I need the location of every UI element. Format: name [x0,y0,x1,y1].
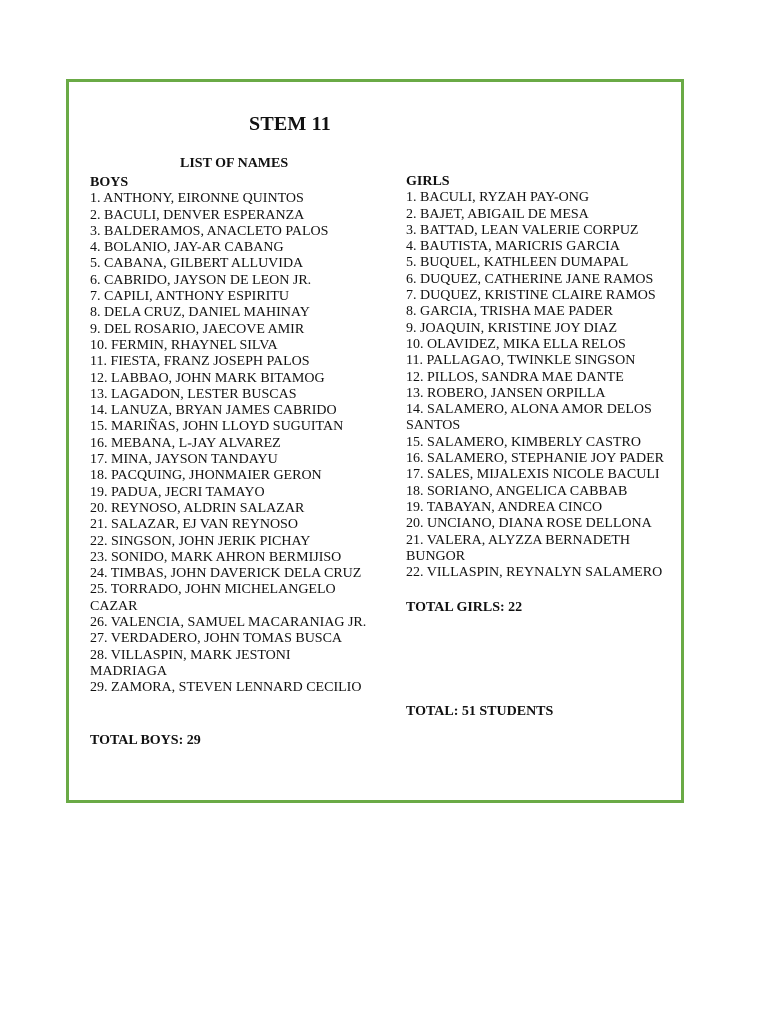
name-list-item: 11. PALLAGAO, TWINKLE SINGSON [406,353,636,369]
name-list-item: 13. ROBERO, JANSEN ORPILLA [406,385,606,401]
name-list-item: 18. SORIANO, ANGELICA CABBAB [406,483,628,499]
name-list-item: 17. SALES, MIJALEXIS NICOLE BACULI [406,467,660,483]
name-list-item: 4. BOLANIO, JAY-AR CABANG [90,240,284,256]
name-list-item: 1. ANTHONY, EIRONNE QUINTOS [90,191,304,207]
name-list-item: 11. FIESTA, FRANZ JOSEPH PALOS [90,354,310,370]
name-list-item: 9. JOAQUIN, KRISTINE JOY DIAZ [406,320,618,336]
name-list-item: 15. MARIÑAS, JOHN LLOYD SUGUITAN [90,419,344,435]
name-list-item: 17. MINA, JAYSON TANDAYU [90,452,278,468]
name-list-item: 22. SINGSON, JOHN JERIK PICHAY [90,533,311,549]
name-list-item: 19. TABAYAN, ANDREA CINCO [406,499,603,515]
name-list-item: 26. VALENCIA, SAMUEL MACARANIAG JR. [90,615,367,631]
name-list-item: 16. SALAMERO, STEPHANIE JOY PADER [406,451,664,467]
girls-name-list [406,190,674,581]
boys-column [90,175,370,697]
name-list-item: 19. PADUA, JECRI TAMAYO [90,484,265,500]
total-girls: TOTAL GIRLS: 22 [406,600,523,615]
name-list-item: 24. TIMBAS, JOHN DAVERICK DELA CRUZ [90,566,362,582]
name-list-item: 25. TORRADO, JOHN MICHELANGELO CAZAR [90,582,336,614]
name-list-item: 13. LAGADON, LESTER BUSCAS [90,386,297,402]
name-list-item: 6. CABRIDO, JAYSON DE LEON JR. [90,272,312,288]
name-list-item: 7. CAPILI, ANTHONY ESPIRITU [90,289,289,305]
name-list-item: 5. CABANA, GILBERT ALLUVIDA [90,256,304,272]
name-list-item: 14. SALAMERO, ALONA AMOR DELOS SANTOS [406,402,652,434]
name-list-item: 14. LANUZA, BRYAN JAMES CABRIDO [90,403,337,419]
name-list-item: 23. SONIDO, MARK AHRON BERMIJISO [90,549,342,565]
name-list-item: 8. GARCIA, TRISHA MAE PADER [406,304,613,320]
name-list-item: 16. MEBANA, L-JAY ALVAREZ [90,435,281,451]
name-list-item: 2. BAJET, ABIGAIL DE MESA [406,206,589,222]
name-list-item: 9. DEL ROSARIO, JAECOVE AMIR [90,321,305,337]
name-list-item: 10. OLAVIDEZ, MIKA ELLA RELOS [406,336,626,352]
name-list-item: 7. DUQUEZ, KRISTINE CLAIRE RAMOS [406,288,656,304]
name-list-item: 10. FERMIN, RHAYNEL SILVA [90,337,278,353]
name-list-item: 29. ZAMORA, STEVEN LENNARD CECILIO [90,680,362,696]
name-list-item: 3. BATTAD, LEAN VALERIE CORPUZ [406,222,639,238]
name-list-item: 8. DELA CRUZ, DANIEL MAHINAY [90,305,310,321]
total-boys: TOTAL BOYS: 29 [90,733,201,748]
boys-name-list [90,191,370,696]
boys-heading: BOYS [90,175,129,190]
name-list-item: 6. DUQUEZ, CATHERINE JANE RAMOS [406,271,654,287]
name-list-item: 22. VILLASPIN, REYNALYN SALAMERO [406,565,663,581]
girls-column [406,174,674,581]
name-list-item: 21. SALAZAR, EJ VAN REYNOSO [90,517,298,533]
name-list-item: 18. PACQUING, JHONMAIER GERON [90,468,322,484]
girls-heading: GIRLS [406,174,450,189]
name-list-item: 2. BACULI, DENVER ESPERANZA [90,207,305,223]
page-title: STEM 11 [249,113,331,135]
name-list-item: 28. VILLASPIN, MARK JESTONI MADRIAGA [90,647,291,679]
name-list-item: 15. SALAMERO, KIMBERLY CASTRO [406,434,641,450]
name-list-item: 20. UNCIANO, DIANA ROSE DELLONA [406,516,652,532]
total-students: TOTAL: 51 STUDENTS [406,704,554,719]
name-list-item: 1. BACULI, RYZAH PAY-ONG [406,190,589,206]
name-list-item: 4. BAUTISTA, MARICRIS GARCIA [406,239,620,255]
name-list-item: 27. VERDADERO, JOHN TOMAS BUSCA [90,631,343,647]
name-list-item: 12. LABBAO, JOHN MARK BITAMOG [90,370,325,386]
name-list-item: 3. BALDERAMOS, ANACLETO PALOS [90,223,329,239]
name-list-item: 12. PILLOS, SANDRA MAE DANTE [406,369,624,385]
name-list-item: 21. VALERA, ALYZZA BERNADETH BUNGOR [406,532,631,564]
list-subtitle: LIST OF NAMES [180,156,289,171]
name-list-item: 5. BUQUEL, KATHLEEN DUMAPAL [406,255,629,271]
name-list-item: 20. REYNOSO, ALDRIN SALAZAR [90,500,305,516]
